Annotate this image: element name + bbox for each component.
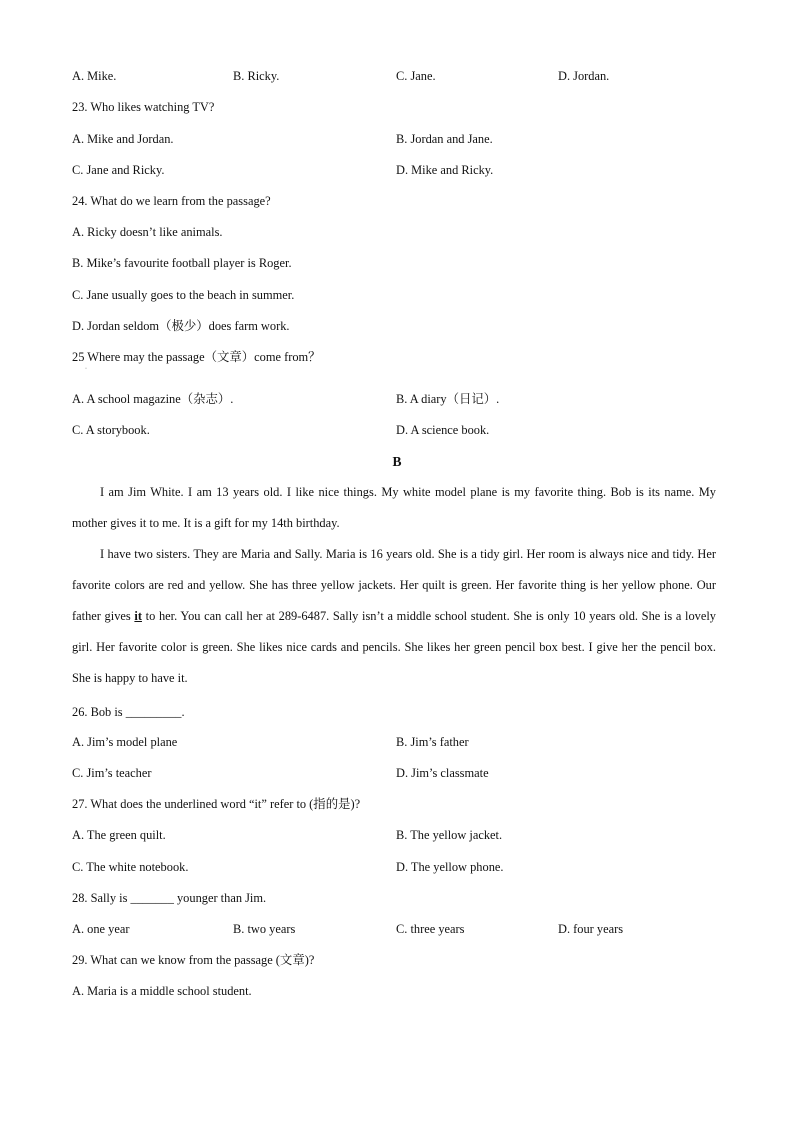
q24-option-c: C. Jane usually goes to the beach in summer. [72, 288, 295, 302]
q27-option-b: B. The yellow jacket. [396, 828, 503, 842]
passage-paragraph-2 [72, 539, 716, 694]
q27-option-d: D. The yellow phone. [396, 860, 504, 874]
q25-option-c: C. A storybook. [72, 423, 150, 437]
q29-option-a: A. Maria is a middle school student. [72, 984, 252, 998]
q28-option-a: A. one year [72, 922, 130, 936]
q25-option-b: B. A diary（日记）. [396, 392, 500, 406]
q24-option-a: A. Ricky doesn’t like animals. [72, 225, 223, 239]
q27-option-c: C. The white notebook. [72, 860, 189, 874]
q26-question: 26. Bob is _________. [72, 705, 185, 719]
q25-option-a: A. A school magazine（杂志）. [72, 392, 234, 406]
q26-option-a: A. Jim’s model plane [72, 735, 178, 749]
q23-option-c: C. Jane and Ricky. [72, 163, 165, 177]
q28-question: 28. Sally is _______ younger than Jim. [72, 891, 267, 905]
q26-option-b: B. Jim’s father [396, 735, 469, 749]
q25-option-d: D. A science book. [396, 423, 490, 437]
q24-option-b: B. Mike’s favourite football player is Roger. [72, 256, 292, 270]
q22-option-a: A. Mike. [72, 69, 117, 83]
q25-question: 25 Where may the passage（文章）come from？ [72, 350, 321, 364]
q27-question: 27. What does the underlined word “it” refer to (指的是)? [72, 797, 361, 811]
q29-question: 29. What can we know from the passage (文章)? [72, 953, 315, 967]
q24-question: 24. What do we learn from the passage? [72, 194, 271, 208]
q26-option-d: D. Jim’s classmate [396, 766, 489, 780]
section-title: B [392, 454, 402, 469]
q23-option-a: A. Mike and Jordan. [72, 132, 174, 146]
q27-option-a: A. The green quilt. [72, 828, 166, 842]
q24-option-d: D. Jordan seldom（极少）does farm work. [72, 319, 290, 333]
underlined-word-it: it [134, 609, 142, 623]
stray-dot: · [85, 366, 87, 372]
q23-option-b: B. Jordan and Jane. [396, 132, 493, 146]
q23-option-d: D. Mike and Ricky. [396, 163, 494, 177]
q26-option-c: C. Jim’s teacher [72, 766, 152, 780]
q23-question: 23. Who likes watching TV? [72, 100, 215, 114]
q22-option-d: D. Jordan. [558, 69, 610, 83]
q28-option-c: C. three years [396, 922, 465, 936]
q28-option-d: D. four years [558, 922, 624, 936]
paragraph-2-text-before: I have two sisters. They are Maria and Sally. Maria is 16 years old. She is a tidy girl. Her room is always nice and tidy. Her favorite colors are red and yellow. She has three yellow jackets. Her quilt is green. Her favorite thing is her yellow phone. Our father gives [72, 547, 716, 623]
paragraph-2-text-after: to her. You can call her at 289-6487. Sally isn’t a middle school student. She is only 10 years old. She is a lovely girl. Her favorite color is green. She likes nice cards and pencils. She likes her green pencil box best. I give her the pencil box. She is happy to have it. [72, 609, 716, 685]
q22-option-b: B. Ricky. [233, 69, 280, 83]
q22-option-c: C. Jane. [396, 69, 436, 83]
q28-option-b: B. two years [233, 922, 296, 936]
passage-paragraph-1: I am Jim White. I am 13 years old. I like nice things. My white model plane is my favorite thing. Bob is its name. My mother gives it to me. It is a gift for my 14th birthday. [72, 485, 716, 530]
